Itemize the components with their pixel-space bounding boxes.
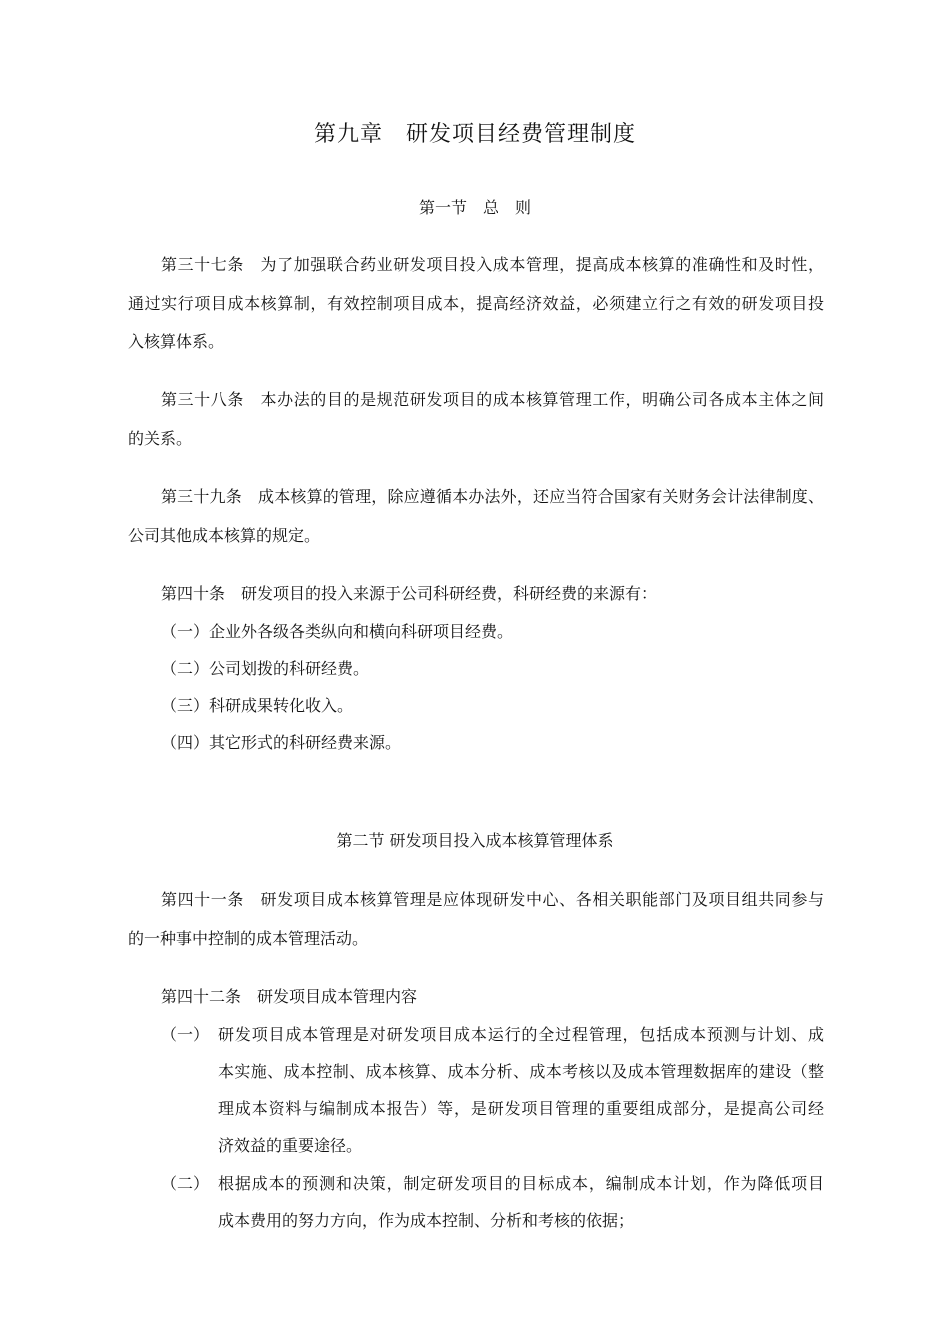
list-item: （二）公司划拨的科研经费。 xyxy=(161,659,370,678)
list-item: （一）企业外各级各类纵向和横向科研项目经费。 xyxy=(161,622,514,641)
article-41-line: 的一种事中控制的成本管理活动。 xyxy=(128,929,369,948)
item-label: （一） xyxy=(161,1025,210,1044)
article-38-line: 第三十八条 本办法的目的是规范研发项目的成本核算管理工作，明确公司各成本主体之间 xyxy=(161,390,824,409)
list-item: （四）其它形式的科研经费来源。 xyxy=(161,733,402,752)
article-38-line: 的关系。 xyxy=(128,429,193,448)
article-41-line: 第四十一条 研发项目成本核算管理是应体现研发中心、各相关职能部门及项目组共同参与 xyxy=(161,890,824,909)
article-37-line: 通过实行项目成本核算制，有效控制项目成本，提高经济效益，必须建立行之有效的研发项目投 xyxy=(128,294,824,313)
article-37-line: 第三十七条 为了加强联合药业研发项目投入成本管理，提高成本核算的准确性和及时性， xyxy=(161,255,824,274)
section-title-system: 第二节 研发项目投入成本核算管理体系 xyxy=(336,831,614,850)
list-item: （三）科研成果转化收入。 xyxy=(161,696,354,715)
article-37-line: 入核算体系。 xyxy=(128,332,225,351)
article-39-line: 公司其他成本核算的规定。 xyxy=(128,526,321,545)
item-line: 根据成本的预测和决策，制定研发项目的目标成本，编制成本计划，作为降低项目 xyxy=(218,1174,824,1193)
item-line: 济效益的重要途径。 xyxy=(218,1136,363,1155)
item-line: 本实施、成本控制、成本核算、成本分析、成本考核以及成本管理数据库的建设（整 xyxy=(218,1062,824,1081)
chapter-title: 第九章 研发项目经费管理制度 xyxy=(313,122,636,147)
item-label: （二） xyxy=(161,1174,210,1193)
item-line: 成本费用的努力方向，作为成本控制、分析和考核的依据； xyxy=(218,1211,635,1230)
item-line: 研发项目成本管理是对研发项目成本运行的全过程管理，包括成本预测与计划、成 xyxy=(218,1025,824,1044)
item-line: 理成本资料与编制成本报告）等，是研发项目管理的重要组成部分，是提高公司经 xyxy=(218,1099,824,1118)
section-title-general: 第一节 总 则 xyxy=(418,198,531,217)
article-40-line: 第四十条 研发项目的投入来源于公司科研经费，科研经费的来源有： xyxy=(161,584,658,603)
article-42-heading: 第四十二条 研发项目成本管理内容 xyxy=(161,987,418,1006)
article-39-line: 第三十九条 成本核算的管理，除应遵循本办法外，还应当符合国家有关财务会计法律制度、 xyxy=(161,487,824,506)
